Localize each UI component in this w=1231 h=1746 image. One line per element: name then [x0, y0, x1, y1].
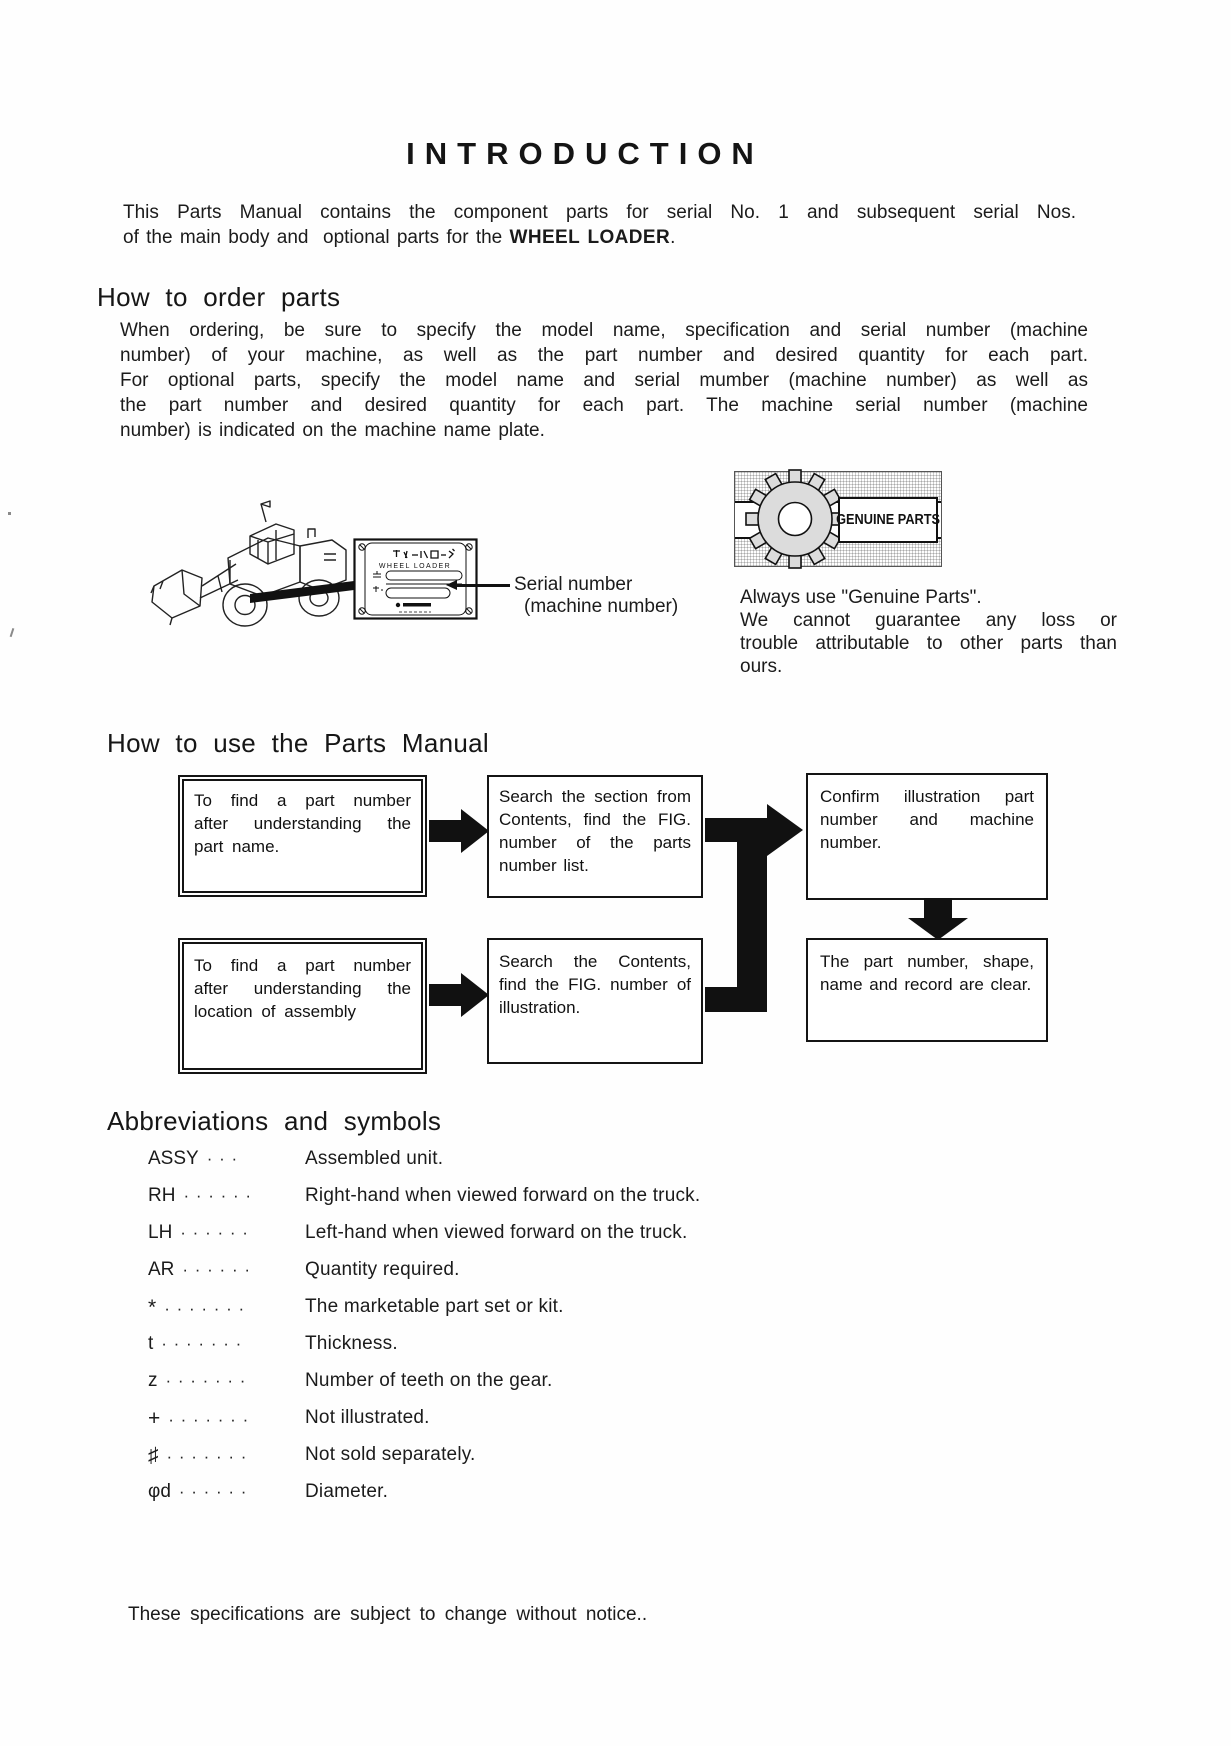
abbr-term: LH	[148, 1222, 173, 1243]
wheel-loader-drawing	[148, 498, 356, 646]
abbreviation-row	[148, 1148, 988, 1185]
flow-box-result-clear: The part number, shape, name and record are clear.	[806, 938, 1048, 1042]
abbreviation-row	[148, 1259, 988, 1296]
abbr-dots: · · · · · ·	[183, 1186, 253, 1205]
abbreviation-row	[148, 1370, 988, 1407]
note-line: trouble attributable to other parts than	[740, 633, 1117, 654]
genuine-parts-label: GENUINE PARTS	[836, 512, 941, 528]
abbr-dots: · · · · · · ·	[168, 1410, 250, 1429]
order-paragraph	[120, 318, 1088, 443]
gear-icon	[745, 469, 845, 569]
serial-callout-line	[456, 584, 510, 587]
abbr-dots: · · · · · · ·	[165, 1371, 247, 1390]
right-arrow-icon	[767, 804, 803, 856]
down-arrow-icon	[908, 918, 968, 940]
scan-artifact	[8, 512, 11, 515]
order-line: number) is indicated on the machine name plate.	[120, 420, 545, 441]
abbr-dots: · · · · · · ·	[166, 1447, 248, 1466]
serial-number-label: Serial number	[514, 574, 633, 595]
abbr-description: Number of teeth on the gear.	[305, 1370, 553, 1391]
abbr-description: Assembled unit.	[305, 1148, 444, 1169]
abbreviation-row	[148, 1333, 988, 1370]
flow-box-search-section-fig: Search the section from Contents, find the FIG. number of the parts number list.	[487, 775, 703, 898]
abbr-description: Right-hand when viewed forward on the truck.	[305, 1185, 701, 1206]
machine-number-label: (machine number)	[524, 596, 679, 617]
right-arrow-icon	[429, 820, 461, 842]
name-plate-illustration	[353, 538, 478, 620]
abbr-description: Quantity required.	[305, 1259, 460, 1280]
flow-box-search-contents-illustration: Search the Contents, find the FIG. number of illustration.	[487, 938, 703, 1064]
note-line: Always use "Genuine Parts".	[740, 587, 982, 608]
abbr-description: Left-hand when viewed forward on the truck.	[305, 1222, 688, 1243]
right-arrow-icon	[429, 984, 461, 1006]
abbr-dots: · · · · · ·	[180, 1223, 249, 1242]
abbr-dots: · · · · · · ·	[161, 1334, 243, 1353]
down-arrow-icon	[924, 898, 952, 918]
abbr-description: Not illustrated.	[305, 1407, 430, 1428]
abbr-term: +	[148, 1407, 161, 1430]
abbr-term: t	[148, 1333, 154, 1354]
abbr-dots: · · · · · ·	[178, 1482, 248, 1501]
flow-box-find-by-part-name: To find a part number after understanding the part name.	[182, 779, 423, 893]
section-heading-abbreviations: Abbreviations and symbols	[107, 1106, 442, 1136]
order-line: For optional parts, specify the model name and serial mumber (machine number) as well as	[120, 370, 1088, 391]
plate-title-en: WHEEL LOADER	[378, 563, 452, 570]
intro-line-1: This Parts Manual contains the component parts for serial No. 1 and subsequent serial Nos.	[123, 202, 1076, 223]
right-arrow-icon	[461, 809, 489, 853]
order-line: When ordering, be sure to specify the model name, specification and serial number (machine	[120, 320, 1088, 341]
flow-connector-stub	[705, 987, 739, 1012]
intro-paragraph	[123, 200, 1076, 250]
abbr-term: *	[148, 1296, 157, 1319]
abbr-term: RH	[148, 1185, 176, 1206]
page-title: INTRODUCTION	[406, 136, 764, 171]
abbr-term: z	[148, 1370, 158, 1391]
abbr-dots: · · · · · · ·	[164, 1299, 246, 1318]
intro-line-2: of the main body and optional parts for the WHEEL LOADER.	[123, 227, 676, 248]
note-line: ours.	[740, 656, 783, 677]
flow-box-find-by-location: To find a part number after understanding the location of assembly	[182, 942, 423, 1070]
plate-leader-line	[250, 578, 356, 606]
scan-artifact	[10, 628, 14, 637]
flow-box-confirm-part-number: Confirm illustration part number and machine number.	[806, 773, 1048, 900]
right-arrow-icon	[461, 973, 489, 1017]
order-line: number) of your machine, as well as the part number and desired quantity for each part.	[120, 345, 1088, 366]
abbr-term: φd	[148, 1481, 171, 1502]
genuine-parts-label-box	[836, 497, 941, 543]
genuine-parts-note	[740, 586, 1117, 678]
abbreviations-list	[148, 1148, 988, 1518]
section-heading-usage: How to use the Parts Manual	[107, 728, 489, 758]
abbr-description: The marketable part set or kit.	[305, 1296, 564, 1317]
abbr-description: Diameter.	[305, 1481, 389, 1502]
abbr-description: Thickness.	[305, 1333, 398, 1354]
abbreviation-row	[148, 1481, 988, 1518]
abbr-term: ASSY	[148, 1148, 199, 1169]
flow-connector-vertical	[737, 830, 767, 1012]
abbr-dots: · · ·	[206, 1149, 239, 1168]
abbreviation-row	[148, 1222, 988, 1259]
abbreviation-row	[148, 1185, 988, 1222]
abbr-description: Not sold separately.	[305, 1444, 476, 1465]
abbreviation-row	[148, 1444, 988, 1481]
footer-note: These specifications are subject to change without notice..	[128, 1604, 648, 1625]
abbreviation-row	[148, 1296, 988, 1333]
wheel-loader-bold: WHEEL LOADER	[509, 227, 671, 248]
abbr-term: ♯	[148, 1444, 159, 1467]
abbr-term: AR	[148, 1259, 175, 1280]
abbr-dots: · · · · · ·	[182, 1260, 251, 1279]
order-line: the part number and desired quantity for each part. The machine serial number (machine	[120, 395, 1088, 416]
note-line: We cannot guarantee any loss or	[740, 610, 1117, 631]
abbreviation-row	[148, 1407, 988, 1444]
genuine-parts-logo	[734, 471, 942, 567]
section-heading-order: How to order parts	[97, 282, 341, 312]
